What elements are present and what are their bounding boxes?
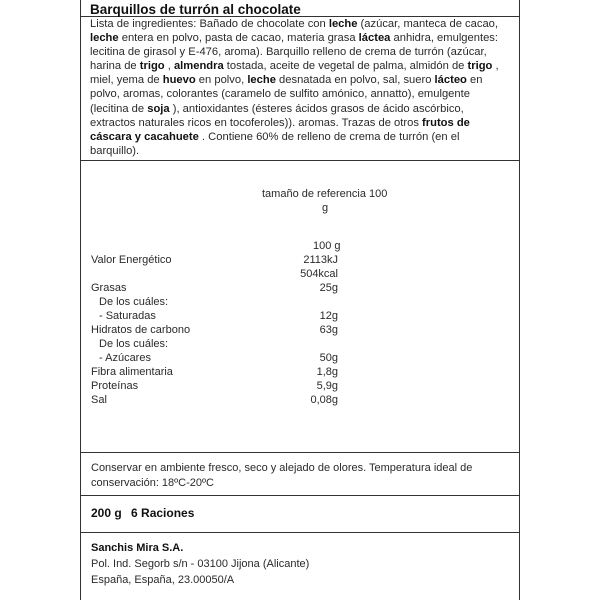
nutrition-row-label: De los cuáles:: [99, 338, 169, 350]
nutrition-row-value: 2113kJ: [303, 254, 338, 266]
weight-portions: [91, 506, 194, 520]
ingredient-text: anhidra, emulgentes: lecitina de girasol y E-476, aroma). Barquillo relleno de crema de turrón (azúcar, harina de: [90, 32, 498, 73]
nutrition-row-label: - Saturadas: [99, 310, 156, 322]
ingredients-list: [90, 17, 510, 158]
allergen-term: soja: [147, 102, 170, 115]
ingredient-text: (azúcar, manteca de cacao,: [357, 18, 498, 30]
nutrition-row-value: 0,08g: [310, 394, 338, 406]
reference-size-line2: g: [322, 202, 329, 214]
nutrition-row-label: Grasas: [91, 282, 127, 294]
nutrition-row-value: 504kcal: [300, 268, 338, 280]
ingredient-text: en polvo,: [195, 74, 248, 87]
nutrition-row-label: - Azúcares: [99, 352, 151, 364]
ingredient-text: desnatada en polvo, sal, suero: [275, 74, 435, 87]
nutrition-row-label: Fibra alimentaria: [91, 366, 173, 378]
ingredient-text: , miel, yema de: [90, 60, 499, 87]
divider-ingredients: [80, 160, 519, 161]
nutrition-row-label: Hidratos de carbono: [91, 324, 191, 336]
allergen-term: frutos de cáscara y cacahuete: [90, 116, 470, 143]
ingredient-text: entera en polvo, pasta de cacao, materia grasa: [118, 32, 359, 45]
allergen-term: leche: [90, 32, 119, 45]
nutrition-row-label: Proteínas: [91, 380, 139, 392]
ingredient-text: ), antioxidantes (ésteres ácidos grasos de ácido ascórbico, extractos naturales ricos en tocoferoles)). aromas. Trazas de otros: [90, 102, 464, 129]
nutrition-row-value: 63g: [319, 324, 338, 336]
company-address: Pol. Ind. Segorb s/n - 03100 Jijona (Alicante): [91, 558, 310, 570]
allergen-term: trigo: [467, 60, 493, 73]
divider-nutrition: [80, 452, 519, 453]
allergen-term: leche: [247, 74, 276, 87]
allergen-term: trigo: [139, 60, 165, 73]
product-title: Barquillos de turrón al chocolate: [90, 2, 301, 17]
nutrition-row-value: 5,9g: [316, 380, 338, 392]
ingredient-text: en polvo, aromas, colorantes (caramelo de sulfito amónico, annatto), emulgente (lecitina de: [90, 74, 483, 115]
nutrition-row-value: 25g: [319, 282, 338, 294]
ingredient-text: Lista de ingredientes: Bañado de chocolate con: [90, 18, 329, 30]
company-registry: España, España, 23.00050/A: [91, 574, 235, 586]
nutrition-row-label: Sal: [91, 394, 107, 406]
nutrition-row-value: 12g: [319, 310, 338, 322]
allergen-term: láctea: [358, 32, 391, 45]
nutrition-row-label: De los cuáles:: [99, 296, 169, 308]
allergen-term: leche: [328, 18, 358, 30]
ingredient-text: tostada, aceite de vegetal de palma, almidón de: [223, 60, 468, 73]
nutrition-row-value: 50g: [319, 352, 338, 364]
divider-storage: [80, 495, 519, 496]
portions: 6 Raciones: [131, 506, 195, 520]
nutrition-row-value: 1,8g: [316, 366, 338, 378]
nutrition-column-header: 100 g: [313, 240, 341, 252]
divider-weight: [80, 532, 519, 533]
net-weight: 200 g: [91, 506, 122, 520]
allergen-term: huevo: [162, 74, 196, 87]
reference-size-line1: tamaño de referencia 100: [262, 188, 388, 200]
allergen-term: almendra: [173, 60, 224, 73]
ingredient-text: ,: [164, 60, 174, 73]
company-name: Sanchis Mira S.A.: [91, 542, 184, 554]
allergen-term: lácteo: [434, 74, 467, 87]
storage-instructions: Conservar en ambiente fresco, seco y alejado de olores. Temperatura ideal de conservación: 18ºC-20ºC: [91, 462, 473, 489]
reference-size: [262, 187, 392, 215]
nutrition-row-label: Valor Energético: [91, 254, 172, 266]
ingredient-text: . Contiene 60% de relleno de crema de turrón (en el barquillo).: [90, 130, 460, 157]
